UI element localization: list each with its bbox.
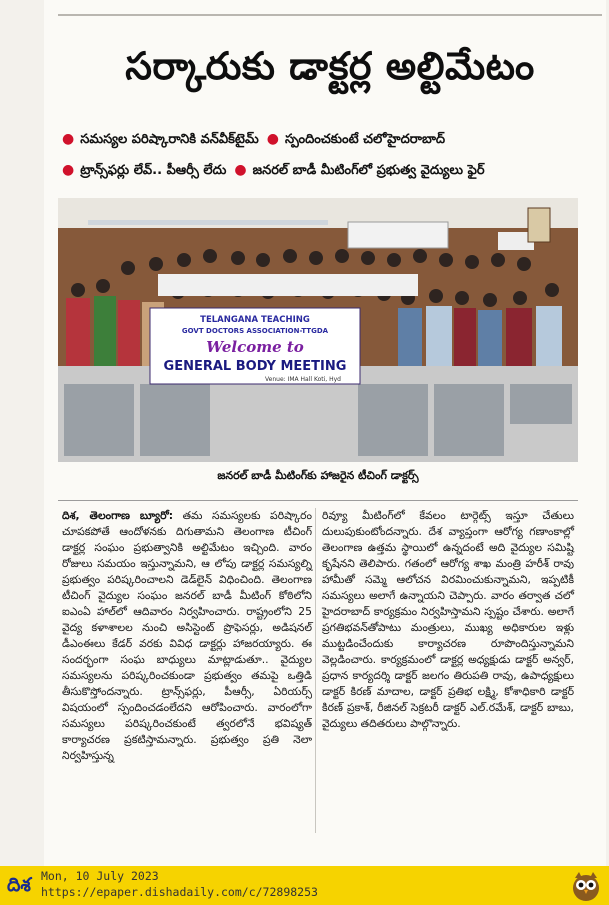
dateline: దిశ, తెలంగాణ బ్యూరో: — [62, 509, 174, 522]
subhead-4: జనరల్ బాడీ మీటింగ్‌లో ప్రభుత్వ వైద్యులు ఫైర్ — [252, 163, 485, 178]
bullet-icon: ● — [234, 162, 247, 178]
bullet-icon: ● — [266, 131, 279, 147]
banner-line-2: GOVT DOCTORS ASSOCIATION-TTGDA — [181, 327, 329, 335]
column-divider — [315, 508, 316, 833]
subhead-2: స్పందించకుంటే చలోహైదరాబాద్ — [284, 132, 446, 147]
epaper-footer — [0, 866, 609, 905]
body-right: రివ్యూ మీటింగ్‌లో కేవలం టార్గెట్స్ ఇస్తూ చేతులు దులుపుకుంటోందన్నారు. దేశ వ్యాప్తంగా ఆరోగ్య గణాంకాల్లో తెలంగాణ ఉత్తమ స్థాయిలో ఉన్నదంటే అది వైద్యుల సమిష్టి కృషేనని తెలిపారు. గతంలో ఆరోగ్య శాఖ మంత్రి హరీశ్ రావు హామీతో సమ్మె ఆలోచన విరమించుకున్నామని, ఇప్పటికీ సమస్యలు అలాగే ఉన్నాయని చెప్పారు. వారం తర్వాత చలో హైదరాబాద్ కార్యక్రమం నిర్వహిస్తామని స్పష్టం చేశారు. అలాగే ప్రగతిభవన్‌తోపాటు మంత్రులు, ముఖ్య అధికారుల ఇళ్లు ముట్టడించేందుకు కార్యాచరణ రూపొందిస్తున్నామని వెల్లడించారు. కార్యక్రమంలో డాక్టర్ల అధ్యక్షుడు డాక్టర్ అన్వర్, ప్రధాన కార్యదర్శి డాక్టర్ జలగం తిరుపతి రావు, ఉపాధ్యక్షులు డాక్టర్ కిరణ్ మాదాల, డాక్టర్ ప్రతిభ లక్ష్మి, కోశాధికారి డాక్టర్ కిరణ్ ప్రకాశ్, రీజినల్ సెక్రటరీ డాక్టర్ ఎల్.రమేశ్, డాక్టర్ బాబు, వైద్యులు తదితరులు పాల్గొన్నారు. — [322, 509, 574, 730]
subhead-3: ట్రాన్స్‌ఫర్లు లేవ్.. పీఆర్సీ లేదు — [80, 163, 227, 178]
banner-welcome: Welcome to — [206, 338, 304, 356]
subhead-row-1 — [62, 128, 445, 150]
banner-meeting: GENERAL BODY MEETING — [163, 359, 347, 374]
top-divider — [58, 14, 602, 16]
photo-caption: జనరల్ బాడీ మీటింగ్‌కు హాజరైన టీచింగ్ డాక్టర్స్ — [217, 469, 419, 482]
banner-line-1: TELANGANA TEACHING — [200, 315, 310, 325]
banner-venue: Venue: IMA Hall Koti, Hyd — [265, 376, 341, 383]
epaper-link[interactable]: https://epaper.dishadaily.com/c/72898253 — [41, 885, 318, 899]
subhead-1: సమస్యల పరిష్కారానికి వన్‌వీక్‌టైమ్ — [80, 132, 259, 147]
subhead-row-2 — [62, 159, 485, 181]
headline: సర్కారుకు డాక్టర్ల అల్టిమేటం — [125, 44, 535, 88]
edition-date: Mon, 10 July 2023 — [41, 869, 159, 883]
bullet-icon: ● — [62, 162, 75, 178]
article-column-left — [62, 508, 312, 764]
welcome-banner — [150, 308, 360, 384]
body-left: తమ సమస్యలకు పరిష్కారం చూపకపోతే ఆందోళనకు దిగుతామని తెలంగాణ టీచింగ్ డాక్టర్ల సంఘం ప్రభుత్వానికి అల్టిమేటం ఇచ్చింది. వారం రోజులు సమయం ఇస్తున్నామని, ఆ లోపు డాక్టర్ల సమస్యల్ని ప్రభుత్వం పరిష్కరించాలని డెడ్‌లైన్ విధించింది. తెలంగాణ టీచింగ్ వైద్యుల సంఘం జనరల్ బాడీ మీటింగ్ కోఠిలోని ఐఎంఏ హాల్‌లో ఆదివారం నిర్వహించారు. రాష్ట్రంలోని 25 వైద్య కళాశాలల నుంచి అసిస్టెంట్ ప్రొఫెసర్లు, అడిషనల్ డీఎంఈలు కేడర్ వరకు వివిధ డాక్టర్లు హాజరయ్యారు. ఈ సందర్భంగా సంఘ బాధ్యులు మాట్లాడుతూ.. వైద్యుల సమస్యలను పరిష్కరించకుండా ప్రభుత్వం తమపై ఒత్తిడి తీసుకొస్తోందన్నారు. ట్రాన్స్‌ఫర్లు, పీఆర్సీ, ఏరియర్స్ విషయంలో స్పందించడంలేదని ఆరోపించారు. వారంలోగా సమస్యలు పరిష్కరించకుంటే త్వరలోనే భవిష్యత్ కార్యాచరణ ప్రకటిస్తామన్నారు. ప్రభుత్వం ప్రతి నెలా నిర్వహిస్తున్న — [62, 509, 312, 762]
owl-icon — [569, 869, 603, 903]
bullet-icon: ● — [62, 131, 75, 147]
caption-divider — [58, 500, 578, 501]
disha-logo[interactable]: దిశ — [7, 874, 31, 896]
news-photo — [58, 198, 578, 462]
article-column-right — [322, 508, 574, 732]
group-photo-illustration — [58, 198, 578, 462]
